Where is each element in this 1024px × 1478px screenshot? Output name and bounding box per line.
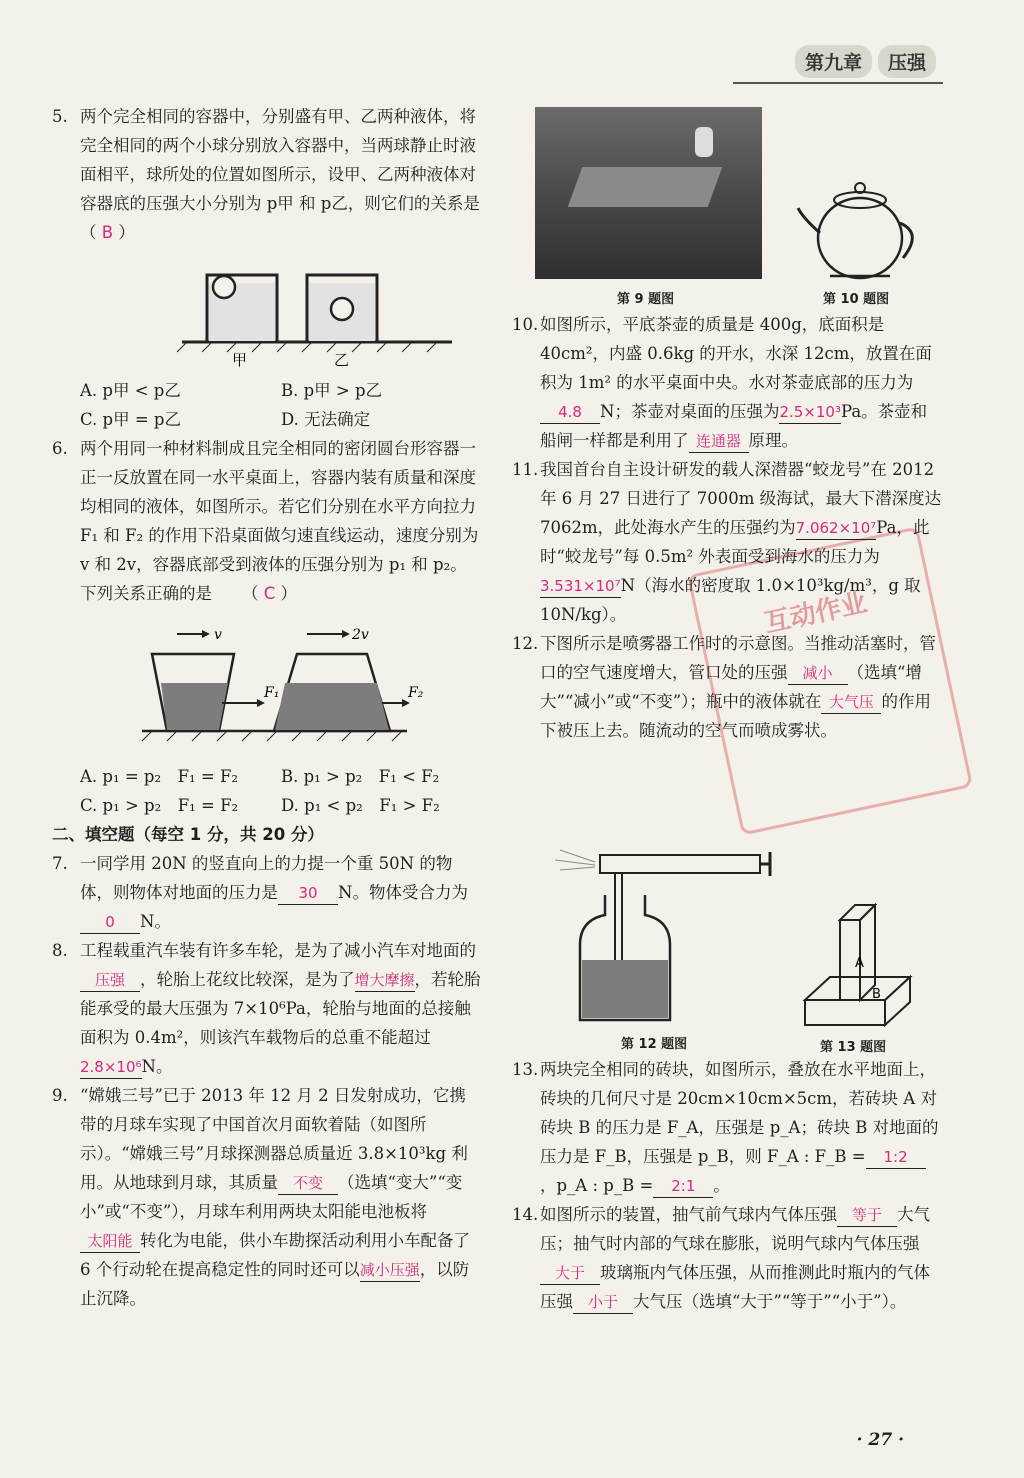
svg-text:2v: 2v [352, 627, 369, 643]
sprayer-figure [555, 840, 775, 1025]
answer-choice: C [263, 584, 276, 603]
answer-blank: 2.8×10⁶ [80, 1056, 142, 1079]
header-rule [733, 82, 943, 84]
answer-blank: 连通器 [689, 430, 749, 453]
label-yi: 乙 [334, 351, 350, 367]
watermark-stamp: 互动作业 [687, 526, 973, 835]
page-number: · 27 · [856, 1430, 904, 1450]
question-9: 9. “嫦娥三号”已于 2013 年 12 月 2 日发射成功，它携带的月球车实现了中国首次月面软着陆（如图所示）。“嫦娥三号”月球探测器总质量近 3.8×10³kg 利用。从地球到月球，其质量 不变 （选填“变大”“变小”或“不变”），月球车利用两块太阳能电池板将太阳能 转化为电能，供小车勘探活动利用小车配备了 6 个行动轮在提高稳定性的同时还可以减小压强，以防止沉降。 [52, 1086, 470, 1308]
answer-blank: 等于 [837, 1204, 897, 1227]
svg-text:F₂: F₂ [408, 685, 424, 701]
answer-blank: 30 [278, 882, 338, 905]
ball-yi [331, 298, 353, 320]
right-column-bottom [512, 1055, 942, 1316]
answer-choice: B [101, 223, 114, 242]
fig9-caption: 第 9 题图 [617, 292, 675, 307]
answer-blank: 1:2 [866, 1146, 926, 1169]
left-column [52, 102, 519, 1313]
right-column [512, 310, 942, 745]
bricks-figure [800, 895, 915, 1030]
question-6: 6. 两个用同一种材料制成且完全相同的密闭圆台形容器一正一反放置在同一水平桌面上，容器内装有质量和深度均相同的液体，如图所示。若它们分别在水平方向拉力 F₁ 和 F₂ 的作用下沿桌面做匀速直线运动，速度分别为 v 和 2v，容器底部受到液体的压强分别为 p₁ 和 p₂。下列关系正确的是 （ C ） [52, 439, 479, 603]
svg-text:B: B [872, 987, 881, 1002]
question-13: 13. 两块完全相同的砖块，如图所示，叠放在水平地面上，砖块的几何尺寸是 20cm×10cm×5cm，若砖块 A 对砖块 B 的压力是 F_A，压强是 p_A；砖块 B 对地面的压力是 F_B，压强是 p_B，则 F_A : F_B = 1:2，p_A : p_B = 2:1 。 [512, 1055, 942, 1200]
answer-blank: 3.531×10⁷ [540, 575, 621, 598]
fig12-caption: 第 12 题图 [621, 1037, 688, 1052]
fig13-caption: 第 13 题图 [820, 1040, 887, 1055]
q6-figure [52, 608, 482, 753]
moon-rover-photo [535, 107, 762, 279]
question-text: 两个完全相同的容器中，分别盛有甲、乙两种液体，将完全相同的两个小球分别放入容器中，当两球静止时液面相平，球所处的位置如图所示，设甲、乙两种液体对容器底的压强大小分别为 p甲 和 p乙，则它们的关系是 [80, 107, 480, 213]
question-5: 5. 两个完全相同的容器中，分别盛有甲、乙两种液体，将完全相同的两个小球分别放入容器中，当两球静止时液面相平，球所处的位置如图所示，设甲、乙两种液体对容器底的压强大小分别为 p甲 和 p乙，则它们的关系是 （ B ） [52, 107, 519, 242]
answer-blank: 大气压 [821, 691, 881, 714]
answer-blank: 压强 [80, 969, 140, 992]
answer-blank: 减小 [788, 662, 848, 685]
svg-text:A: A [855, 956, 864, 971]
question-12: 12. 下图所示是喷雾器工作时的示意图。当推动活塞时，管口的空气速度增大，管口处的压强 减小 （选填“增大”“减小”或“不变”）；瓶中的液体就在 大气压 的作用下被压上去。随流动的空气而喷成雾状。 [512, 634, 936, 740]
answer-blank: 0 [80, 911, 140, 934]
q5-options: A. p甲 < p乙 B. p甲 > p乙 C. p甲 = p乙 D. 无法确定 [80, 381, 383, 429]
answer-blank: 减小压强 [360, 1259, 420, 1282]
answer-blank: 不变 [278, 1172, 338, 1195]
answer-blank: 大于 [540, 1262, 600, 1285]
answer-blank: 小于 [573, 1291, 633, 1314]
answer-blank: 增大摩擦 [355, 969, 415, 992]
question-7: 7. 一同学用 20N 的竖直向上的力提一个重 50N 的物体，则物体对地面的压力是 30 N。物体受合力为0 N。 [52, 849, 482, 936]
section-heading: 二、填空题（每空 1 分，共 20 分） [52, 825, 324, 844]
question-10: 10. 如图所示，平底茶壶的质量是 400g，底面积是 40cm²，内盛 0.6kg 的开水，水深 12cm，放置在面积为 1m² 的水平桌面中央。水对茶壶底部的压力为4.8 N；茶壶对桌面的压强为2.5×10³Pa。茶壶和船闸一样都是利用了 连通器 原理。 [512, 310, 942, 455]
question-11: 11. 我国首台自主设计研发的载人深潜器“蛟龙号”在 2012 年 6 月 27 日进行了 7000m 级海试，最大下潜深度达 7062m，此处海水产生的压强约为7.062×10⁷Pa，此时“蛟龙号”每 0.5m² 外表面受到海水的压力为3.531×10⁷N（海水的密度取 1.0×10³kg/m³，g 取 10N/kg）。 [512, 460, 942, 624]
svg-text:F₁: F₁ [264, 685, 280, 701]
q6-options: A. p₁ = p₂ F₁ = F₂ B. p₁ > p₂ F₁ < F₂ C. p₁ > p₂ F₁ = F₂ D. p₁ < p₂ F₁ > F₂ [80, 767, 440, 815]
label-jia: 甲 [232, 351, 248, 367]
q5-figure [112, 247, 542, 367]
fig10-caption: 第 10 题图 [823, 292, 890, 307]
topic-label: 压强 [878, 45, 936, 78]
answer-blank: 7.062×10⁷ [796, 517, 877, 540]
teapot-figure [795, 178, 925, 283]
answer-blank: 太阳能 [80, 1230, 140, 1253]
ball-jia [213, 276, 235, 298]
question-8: 8. 工程载重汽车装有许多车轮，是为了减小汽车对地面的压强 ，轮胎上花纹比较深，是为了增大摩擦，若轮胎能承受的最大压强为 7×10⁶Pa，轮胎与地面的总接触面积为 0.4m²，则该汽车载物后的总重不能超过2.8×10⁶N。 [52, 936, 482, 1081]
answer-blank: 2:1 [653, 1175, 713, 1198]
svg-text:v: v [214, 627, 222, 643]
answer-blank: 4.8 [540, 401, 600, 424]
question-14: 14. 如图所示的装置，抽气前气球内气体压强 等于 大气压；抽气时内部的气球在膨胀，说明气球内气体压强大于 玻璃瓶内气体压强，从而推测此时瓶内的气体压强 小于 大气压（选填“大于”“等于”“小于”）。 [512, 1200, 942, 1316]
chapter-header [795, 45, 936, 78]
answer-blank: 2.5×10³ [779, 401, 841, 424]
chapter-label: 第九章 [795, 45, 872, 78]
